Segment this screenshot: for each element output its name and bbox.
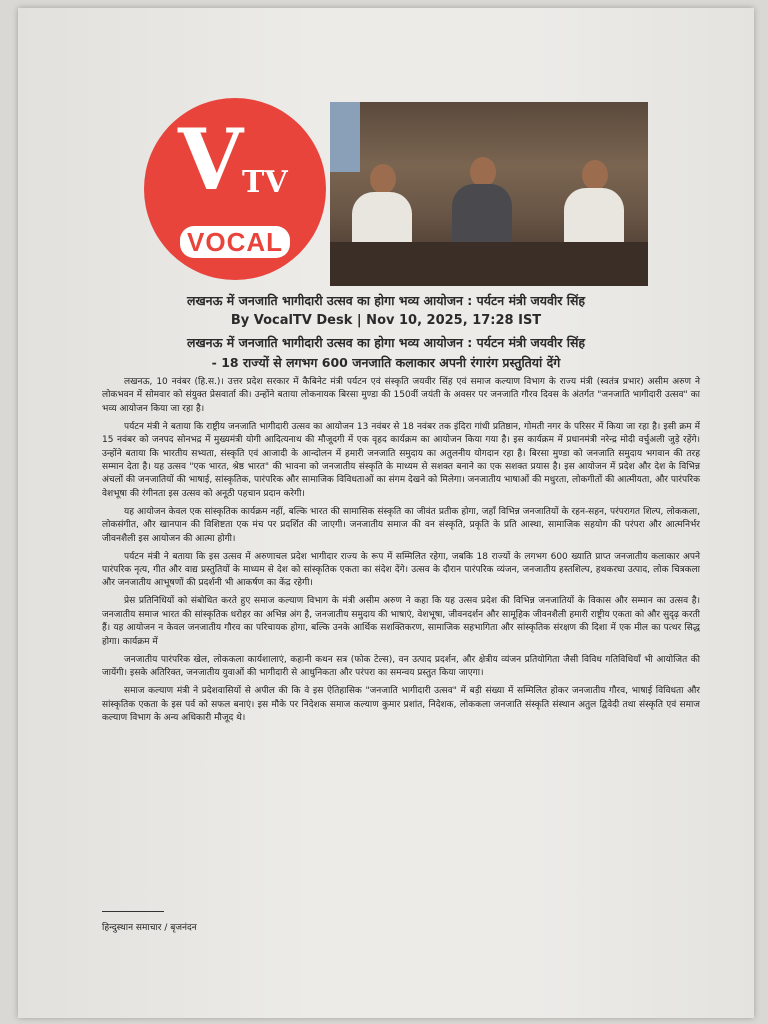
press-conference-photo — [330, 102, 648, 286]
subhead-1: लखनऊ में जनजाति भागीदारी उत्सव का होगा भव्य आयोजन : पर्यटन मंत्री जयवीर सिंह — [186, 335, 586, 350]
photo-person-center-head — [470, 157, 496, 187]
paragraph-3: यह आयोजन केवल एक सांस्कृतिक कार्यक्रम नहीं, बल्कि भारत की सामासिक संस्कृति का जीवंत प्रतीक होगा, जहाँ विभिन्न जनजातियों के रहन-सहन, परंपरागत शिल्प, लोककला, लोकसंगीत, और खानपान की विशिष्टता एक मंच पर प्रदर्शित की जाएगी। जनजातीय समाज की वन संस्कृति, प्रकृति के प्रति आस्था, सामाजिक सहयोग की परंपरा और आत्मनिर्भर जीवनशैली इस आयोजन की आत्मा होगी। — [102, 506, 700, 544]
photo-screen — [330, 102, 360, 172]
paragraph-2: पर्यटन मंत्री ने बताया कि राष्ट्रीय जनजाति भागीदारी उत्सव का आयोजन 13 नवंबर से 18 नवंबर तक इंदिरा गांधी प्रतिष्ठान, गोमती नगर के परिसर में किया जा रहा है। इसी क्रम में 15 नवंबर को जनपद सोनभद्र में मुख्यमंत्री योगी आदित्यनाथ की मौजूदगी में एक वृहद कार्यक्रम का आयोजन किया गया है। इस कार्यक्रम में प्रधानमंत्री नरेन्द्र मोदी वर्चुअली जुड़े रहेंगे। उन्होंने बताया कि भारतीय सभ्यता, संस्कृति एवं आजादी के आन्दोलन में हमारी जनजाति समुदाय का अतुलनीय योगदान रहा है। बिरसा मुण्डा को जनजाति समुदाय भगवान की तरह सम्मान देता है। यह उत्सव "एक भारत, श्रेष्ठ भारत" की भावना को जनजातीय संस्कृति के माध्यम से सशक्त बनाने का एक सशक्त प्रयास है। इस आयोजन में प्रदेश और देश के विभिन्न अंचलों की जनजातियों की भाषाई, सांस्कृतिक, पारंपरिक और सामाजिक विविधताओं का संगम देखने को मिलेगा। जनजातीय भाषाओं की मधुरता, लोकगीतों की आत्मीयता, और पारंपरिक वेशभूषा की रंगीनता इस उत्सव को अनूठी पहचान प्रदान करेगी। — [102, 421, 700, 499]
logo-tv-letters: TV — [242, 165, 288, 200]
signature: हिन्दुस्थान समाचार / बृजनंदन — [102, 923, 197, 933]
headline: लखनऊ में जनजाति भागीदारी उत्सव का होगा भव्य आयोजन : पर्यटन मंत्री जयवीर सिंह — [186, 293, 586, 308]
printed-page — [18, 8, 754, 1018]
vocal-tv-logo — [144, 98, 326, 280]
photo-person-left-head — [370, 164, 396, 194]
byline: By VocalTV Desk | Nov 10, 2025, 17:28 IST — [230, 313, 542, 328]
paragraph-7: समाज कल्याण मंत्री ने प्रदेशवासियों से अपील की कि वे इस ऐतिहासिक "जनजाति भागीदारी उत्सव" में बड़ी संख्या में सम्मिलित होकर जनजातीय गौरव, भाषाई विविधता और सांस्कृतिक एकता के इस पर्व को सफल बनाएं। इस मौके पर निदेशक समाज कल्याण कुमार प्रशांत, निदेशक, लोककला जनजाति संस्कृति संस्थान अतुल द्विवेदी तथा संस्कृति एवं समाज कल्याण विभाग के अन्य अधिकारी मौजूद थे। — [102, 686, 700, 723]
paragraph-1: लखनऊ, 10 नवंबर (हि.स.)। उत्तर प्रदेश सरकार में कैबिनेट मंत्री पर्यटन एवं संस्कृति जयवीर सिंह एवं समाज कल्याण विभाग के राज्य मंत्री (स्वतंत्र प्रभार) असीम अरुण ने लोकभवन में सोमवार को संयुक्त प्रेसवार्ता की। उन्होंने बताया लोकनायक बिरसा मुण्डा की 150वीं जयंती के अवसर पर जनजाति गौरव दिवस के अंतर्गत "जनजाति भागीदारी उत्सव" का भव्य आयोजन किया जा रहा है। — [102, 377, 700, 414]
paragraph-6: जनजातीय पारंपरिक खेल, लोककला कार्यशालाएं, कहानी कथन सत्र (फोक टेल्स), वन उत्पाद प्रदर्शन, और क्षेत्रीय व्यंजन प्रतियोगिता जैसी विविध गतिविधियाँ भी आयोजित की जायेंगी। इसके अतिरिक्त, जनजातीय युवाओं की भागीदारी से आधुनिकता और परंपरा का समन्वय प्रस्तुत किया जाएगा। — [102, 654, 700, 679]
paragraph-5: प्रेस प्रतिनिधियों को संबोधित करते हुए समाज कल्याण विभाग के मंत्री असीम अरुण ने कहा कि यह उत्सव प्रदेश की विभिन्न जनजातियों के विकास और सम्मान का उत्सव है। जनजातीय समाज भारत की सांस्कृतिक धरोहर का अभिन्न अंग है, जनजातीय समुदाय की भाषाएं, वेशभूषा, जीवनदर्शन और सामूहिक जीवनशैली हमारी राष्ट्रीय एकता को और सुदृढ़ करती हैं। यह आयोजन न केवल जनजातीय गौरव का परिचायक होगा, बल्कि उनके आर्थिक सशक्तिकरण, सामाजिक सहभागिता और सांस्कृतिक संरक्षण की दिशा में एक मील का पत्थर सिद्ध होगा। कार्यक्रम में — [102, 596, 700, 647]
photo-person-right-head — [582, 160, 608, 190]
photo-table — [330, 242, 648, 286]
article-body — [102, 376, 700, 730]
logo-vocal-badge: VOCAL — [180, 226, 290, 258]
logo-v-letter: V — [178, 110, 244, 209]
paragraph-4: पर्यटन मंत्री ने बताया कि इस उत्सव में अरुणाचल प्रदेश भागीदार राज्य के रूप में सम्मिलित रहेगा, जबकि 18 राज्यों के लगभग 600 ख्याति प्राप्त जनजातीय कलाकार अपने पारंपरिक नृत्य, गीत और वाद्य प्रस्तुतियों के माध्यम से देश को सांस्कृतिक एकता का संदेश देंगे। उत्सव के दौरान पारंपरिक व्यंजन, जनजातीय हस्तशिल्प, हथकरघा उत्पाद, लोक चित्रकला और जनजातीय आभूषणों की प्रदर्शनी भी आकर्षण का केंद्र रहेगी। — [102, 551, 700, 589]
subhead-2: - 18 राज्यों से लगभग 600 जनजाति कलाकार अपनी रंगारंग प्रस्तुतियां देंगे — [211, 355, 561, 370]
signature-divider — [102, 911, 164, 912]
